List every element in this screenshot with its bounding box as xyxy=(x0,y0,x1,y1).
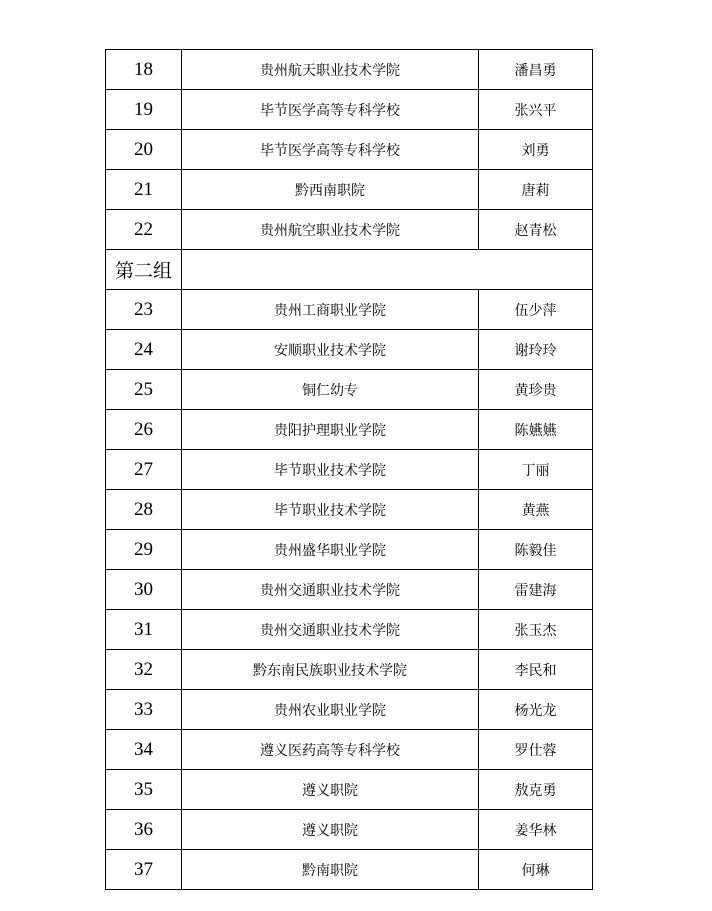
person-name: 罗仕蓉 xyxy=(479,730,593,770)
row-number: 22 xyxy=(106,210,182,250)
row-number: 37 xyxy=(106,850,182,890)
row-number: 31 xyxy=(106,610,182,650)
person-name: 杨光龙 xyxy=(479,690,593,730)
table-row xyxy=(106,690,593,730)
table-row xyxy=(106,490,593,530)
table-row xyxy=(106,610,593,650)
group-header-row xyxy=(106,250,593,290)
row-number: 32 xyxy=(106,650,182,690)
table-row xyxy=(106,330,593,370)
person-name: 张兴平 xyxy=(479,90,593,130)
row-number: 36 xyxy=(106,810,182,850)
table-row xyxy=(106,770,593,810)
school-name: 贵州农业职业学院 xyxy=(182,690,479,730)
school-name: 遵义职院 xyxy=(182,770,479,810)
row-number: 30 xyxy=(106,570,182,610)
person-name: 伍少萍 xyxy=(479,290,593,330)
school-name: 毕节医学高等专科学校 xyxy=(182,130,479,170)
row-number: 21 xyxy=(106,170,182,210)
school-name: 贵州航天职业技术学院 xyxy=(182,50,479,90)
school-name: 贵州航空职业技术学院 xyxy=(182,210,479,250)
school-name: 黔南职院 xyxy=(182,850,479,890)
person-name: 张玉杰 xyxy=(479,610,593,650)
school-name: 毕节职业技术学院 xyxy=(182,490,479,530)
school-name: 贵州盛华职业学院 xyxy=(182,530,479,570)
person-name: 唐莉 xyxy=(479,170,593,210)
school-name: 遵义医药高等专科学校 xyxy=(182,730,479,770)
school-name: 遵义职院 xyxy=(182,810,479,850)
row-number: 18 xyxy=(106,50,182,90)
table-row xyxy=(106,170,593,210)
table-row xyxy=(106,210,593,250)
school-name: 安顺职业技术学院 xyxy=(182,330,479,370)
table-row xyxy=(106,90,593,130)
row-number: 25 xyxy=(106,370,182,410)
person-name: 刘勇 xyxy=(479,130,593,170)
row-number: 23 xyxy=(106,290,182,330)
person-name: 赵青松 xyxy=(479,210,593,250)
group-empty-cell xyxy=(182,250,593,290)
school-name: 黔西南职院 xyxy=(182,170,479,210)
table-row xyxy=(106,730,593,770)
row-number: 19 xyxy=(106,90,182,130)
person-name: 黄燕 xyxy=(479,490,593,530)
school-name: 毕节职业技术学院 xyxy=(182,450,479,490)
person-name: 陈嬿嬿 xyxy=(479,410,593,450)
table-row xyxy=(106,810,593,850)
row-number: 33 xyxy=(106,690,182,730)
row-number: 26 xyxy=(106,410,182,450)
roster-table xyxy=(105,49,593,890)
person-name: 潘昌勇 xyxy=(479,50,593,90)
row-number: 24 xyxy=(106,330,182,370)
person-name: 陈毅佳 xyxy=(479,530,593,570)
person-name: 敖克勇 xyxy=(479,770,593,810)
row-number: 35 xyxy=(106,770,182,810)
school-name: 黔东南民族职业技术学院 xyxy=(182,650,479,690)
person-name: 黄珍贵 xyxy=(479,370,593,410)
person-name: 丁丽 xyxy=(479,450,593,490)
row-number: 20 xyxy=(106,130,182,170)
row-number: 28 xyxy=(106,490,182,530)
table-row xyxy=(106,450,593,490)
row-number: 29 xyxy=(106,530,182,570)
person-name: 谢玲玲 xyxy=(479,330,593,370)
row-number: 27 xyxy=(106,450,182,490)
school-name: 贵州工商职业学院 xyxy=(182,290,479,330)
row-number: 34 xyxy=(106,730,182,770)
table-row xyxy=(106,570,593,610)
table-row xyxy=(106,290,593,330)
person-name: 李民和 xyxy=(479,650,593,690)
person-name: 姜华林 xyxy=(479,810,593,850)
table-row xyxy=(106,650,593,690)
school-name: 贵州交通职业技术学院 xyxy=(182,570,479,610)
table-row xyxy=(106,850,593,890)
table-row xyxy=(106,530,593,570)
table-row xyxy=(106,130,593,170)
group-label: 第二组 xyxy=(106,250,182,290)
school-name: 贵州交通职业技术学院 xyxy=(182,610,479,650)
school-name: 铜仁幼专 xyxy=(182,370,479,410)
table-row xyxy=(106,410,593,450)
table-row xyxy=(106,370,593,410)
school-name: 毕节医学高等专科学校 xyxy=(182,90,479,130)
school-name: 贵阳护理职业学院 xyxy=(182,410,479,450)
roster-table-body xyxy=(106,50,593,890)
person-name: 雷建海 xyxy=(479,570,593,610)
person-name: 何琳 xyxy=(479,850,593,890)
table-row xyxy=(106,50,593,90)
